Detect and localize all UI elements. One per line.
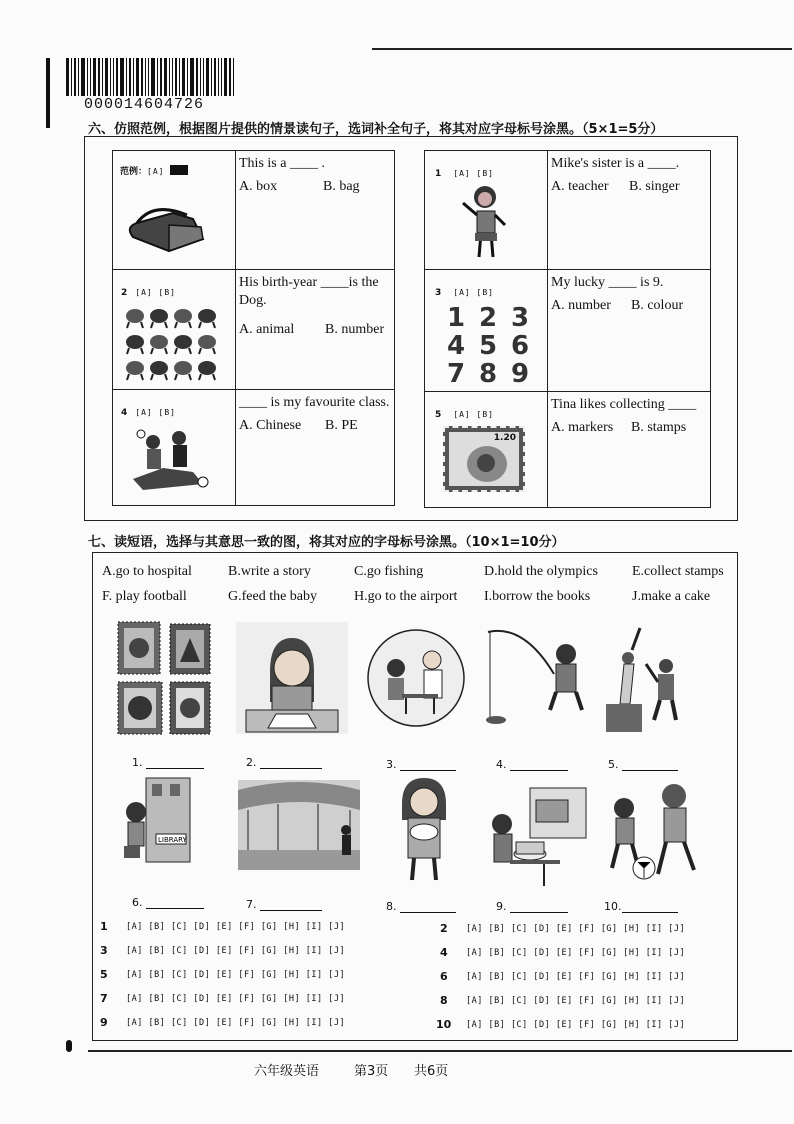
torch-relay-icon xyxy=(600,624,690,736)
q2-picture-cell xyxy=(113,270,236,390)
answer-row-5-choices[interactable]: [A] [B] [C] [D] [E] [F] [G] [H] [I] [J] xyxy=(126,970,346,980)
answer-row-3-choices[interactable]: [A] [B] [C] [D] [E] [F] [G] [H] [I] [J] xyxy=(126,946,346,956)
q3-option-b: B. colour xyxy=(631,298,684,313)
barcode-bar xyxy=(81,58,85,96)
answer-row-9-number: 9 xyxy=(100,1016,108,1029)
barcode-bar xyxy=(110,58,111,96)
example-label: 范例： xyxy=(120,167,148,177)
example-option-b: B. bag xyxy=(323,179,360,194)
q4-picture-cell xyxy=(113,390,236,506)
q2-question-cell xyxy=(236,270,395,390)
barcode-bar xyxy=(90,58,91,96)
picture-1-answer-line[interactable] xyxy=(146,768,204,769)
barcode-bar xyxy=(179,58,180,96)
q4-sentence: ____ is my favourite class. xyxy=(239,395,390,410)
answer-row-9-choices[interactable]: [A] [B] [C] [D] [E] [F] [G] [H] [I] [J] xyxy=(126,1018,346,1028)
football-kids-icon xyxy=(604,778,700,886)
digits-icon xyxy=(439,302,539,386)
barcode-bar xyxy=(129,58,131,96)
footer-page: 第3页 xyxy=(354,1064,389,1079)
zodiac-animal-silhouette xyxy=(174,361,192,375)
barcode-bar xyxy=(196,58,198,96)
q5-question-cell xyxy=(548,392,711,508)
zodiac-animal-silhouette xyxy=(150,309,168,323)
section6-left-table xyxy=(112,150,395,506)
phrase-b: B.write a story xyxy=(228,564,311,579)
zodiac-animal-silhouette xyxy=(198,335,216,349)
svg-text:LIBRARY: LIBRARY xyxy=(158,836,187,844)
q1-question-cell xyxy=(548,151,711,270)
q2-option-b: B. number xyxy=(325,322,385,337)
q4-number: 4 xyxy=(121,408,128,418)
footer-total: 共6页 xyxy=(414,1064,449,1079)
girl-with-baby-icon xyxy=(384,774,464,884)
answer-row-5-number: 5 xyxy=(100,968,108,981)
barcode-bar xyxy=(93,58,96,96)
q3-option-a: A. number xyxy=(551,298,611,313)
q2-option-a: A. animal xyxy=(239,322,295,337)
section7-title: 七、读短语，选择与其意思一致的图，将其对应的字母标号涂黑。（10×1=10分） xyxy=(88,535,565,550)
q3-question-cell xyxy=(548,270,711,392)
q3-sentence: My lucky ____ is 9. xyxy=(551,275,664,290)
example-bubble-a: [A] xyxy=(147,167,165,176)
barcode-bar xyxy=(151,58,155,96)
barcode-bar xyxy=(169,58,170,96)
phrase-h: H.go to the airport xyxy=(354,589,458,604)
q5-option-b: B. stamps xyxy=(631,420,687,435)
barcode-bar xyxy=(229,58,231,96)
barcode-bar xyxy=(78,58,79,96)
q1-option-b: B. singer xyxy=(629,179,680,194)
picture-7-number: 7. xyxy=(246,898,257,911)
barcode-bar xyxy=(74,58,76,96)
digit-glyph: 9 xyxy=(511,359,530,386)
answer-row-2-choices[interactable]: [A] [B] [C] [D] [E] [F] [G] [H] [I] [J] xyxy=(466,924,686,934)
section6-right-table xyxy=(424,150,711,508)
picture-10-number: 10. xyxy=(604,900,622,913)
zodiac-animals-icon xyxy=(123,304,223,384)
zodiac-animal-silhouette xyxy=(126,309,144,323)
barcode-bar xyxy=(98,58,100,96)
zodiac-animal-silhouette xyxy=(126,361,144,375)
digit-glyph: 5 xyxy=(479,331,498,361)
digit-glyph: 4 xyxy=(447,331,466,361)
barcode-bar xyxy=(87,58,88,96)
picture-8-number: 8. xyxy=(386,900,397,913)
digit-glyph: 6 xyxy=(511,331,530,361)
barcode-bar xyxy=(211,58,212,96)
barcode-bar xyxy=(148,58,149,96)
q1-bubbles[interactable]: [A] [B] xyxy=(453,169,494,178)
phrase-d: D.hold the olympics xyxy=(484,564,598,579)
answer-row-6-number: 6 xyxy=(440,970,448,983)
footer-subject: 六年级英语 xyxy=(254,1064,320,1079)
q1-picture-cell xyxy=(425,151,548,270)
q5-option-a: A. markers xyxy=(551,420,614,435)
zodiac-animal-silhouette xyxy=(150,335,168,349)
digit-glyph: 2 xyxy=(479,303,498,333)
answer-row-10-number: 10 xyxy=(436,1018,452,1031)
barcode-bar xyxy=(224,58,227,96)
barcode-bar xyxy=(141,58,143,96)
barcode-bar xyxy=(221,58,222,96)
stamp-value: 1.20 xyxy=(493,433,516,443)
picture-6-number: 6. xyxy=(132,896,143,909)
picture-2-number: 2. xyxy=(246,756,257,769)
phrase-a: A.go to hospital xyxy=(102,564,192,579)
library-girl-icon xyxy=(118,772,204,868)
barcode-bar xyxy=(120,58,124,96)
answer-row-7-choices[interactable]: [A] [B] [C] [D] [E] [F] [G] [H] [I] [J] xyxy=(126,994,346,1004)
q2-bubbles[interactable]: [A] [B] xyxy=(135,288,176,297)
stamps-collection-icon xyxy=(114,618,214,738)
digit-glyph: 1 xyxy=(447,303,466,333)
airport-hall-icon xyxy=(238,780,360,870)
answer-row-8-choices[interactable]: [A] [B] [C] [D] [E] [F] [G] [H] [I] [J] xyxy=(466,996,686,1006)
phrase-e: E.collect stamps xyxy=(632,564,724,579)
registration-mark xyxy=(46,58,50,128)
barcode-number: 000014604726 xyxy=(84,96,205,113)
section6-title: 六、仿照范例，根据图片提供的情景读句子，选词补全句子，将其对应字母标号涂黑。（5×1=5分） xyxy=(88,122,664,137)
barcode-bar xyxy=(218,58,219,96)
sports-icon xyxy=(123,424,213,494)
q1-number: 1 xyxy=(435,169,442,179)
picture-4-answer-line[interactable] xyxy=(510,770,568,771)
q4-question-cell xyxy=(236,390,395,506)
answer-row-6-choices[interactable]: [A] [B] [C] [D] [E] [F] [G] [H] [I] [J] xyxy=(466,972,686,982)
barcode-bar xyxy=(164,58,167,96)
answer-row-1-number: 1 xyxy=(100,920,108,933)
q3-number: 3 xyxy=(435,288,442,298)
picture-5-answer-line[interactable] xyxy=(622,770,678,771)
boy-with-cake-icon xyxy=(484,784,588,888)
q5-bubbles[interactable]: [A] [B] xyxy=(453,410,494,419)
answer-row-10-choices[interactable]: [A] [B] [C] [D] [E] [F] [G] [H] [I] [J] xyxy=(466,1020,686,1030)
picture-4-number: 4. xyxy=(496,758,507,771)
picture-9-number: 9. xyxy=(496,900,507,913)
answer-row-8-number: 8 xyxy=(440,994,448,1007)
barcode-bar xyxy=(157,58,158,96)
zodiac-animal-silhouette xyxy=(198,309,216,323)
barcode-bar xyxy=(203,58,204,96)
phrase-j: J.make a cake xyxy=(632,589,711,604)
zodiac-animal-silhouette xyxy=(126,335,144,349)
q4-option-b: B. PE xyxy=(325,418,358,433)
picture-7-answer-line[interactable] xyxy=(260,910,322,911)
phrase-i: I.borrow the books xyxy=(484,589,591,604)
barcode-bar xyxy=(175,58,177,96)
answer-row-7-number: 7 xyxy=(100,992,108,1005)
barcode-bar xyxy=(105,58,108,96)
q3-bubbles[interactable]: [A] [B] xyxy=(453,288,494,297)
answer-row-3-number: 3 xyxy=(100,944,108,957)
stamp-icon xyxy=(443,426,525,492)
q5-sentence: Tina likes collecting ____ xyxy=(551,397,697,412)
zodiac-animal-silhouette xyxy=(174,309,192,323)
example-question-cell xyxy=(236,151,395,270)
answer-row-4-choices[interactable]: [A] [B] [C] [D] [E] [F] [G] [H] [I] [J] xyxy=(466,948,686,958)
q1-sentence: Mike's sister is a ____. xyxy=(551,156,680,171)
barcode-bar xyxy=(233,58,234,96)
zodiac-animal-silhouette xyxy=(150,361,168,375)
barcode-bar xyxy=(214,58,216,96)
example-picture-cell xyxy=(113,151,236,270)
barcode-bar xyxy=(160,58,162,96)
q2-number: 2 xyxy=(121,288,128,298)
barcode-bar xyxy=(126,58,127,96)
picture-10-answer-line[interactable] xyxy=(622,912,678,913)
picture-5-number: 5. xyxy=(608,758,619,771)
answer-row-2-number: 2 xyxy=(440,922,448,935)
example-filled-bubble xyxy=(170,165,188,175)
answer-row-4-number: 4 xyxy=(440,946,448,959)
barcode-bar xyxy=(190,58,194,96)
fishing-man-icon xyxy=(484,624,594,734)
barcode xyxy=(66,58,266,96)
phrase-c: C.go fishing xyxy=(354,564,424,579)
example-sentence: This is a ____ . xyxy=(239,156,325,171)
digit-glyph: 3 xyxy=(511,303,530,333)
barcode-bar xyxy=(133,58,134,96)
picture-9-answer-line[interactable] xyxy=(510,912,568,913)
zodiac-animal-silhouette xyxy=(174,335,192,349)
picture-6-answer-line[interactable] xyxy=(146,908,204,909)
barcode-bar xyxy=(206,58,209,96)
barcode-bar xyxy=(113,58,114,96)
phrase-g: G.feed the baby xyxy=(228,589,318,604)
singing-girl-icon xyxy=(451,181,521,261)
answer-row-1-choices[interactable]: [A] [B] [C] [D] [E] [F] [G] [H] [I] [J] xyxy=(126,922,346,932)
digit-glyph: 7 xyxy=(447,359,466,386)
footer-rule xyxy=(88,1050,792,1052)
picture-3-number: 3. xyxy=(386,758,397,771)
barcode-bar xyxy=(172,58,173,96)
registration-mark-bottom xyxy=(66,1040,72,1052)
example-option-a: A. box xyxy=(239,179,278,194)
q4-option-a: A. Chinese xyxy=(239,418,302,433)
barcode-bar xyxy=(66,58,69,96)
girl-writing-icon xyxy=(236,622,348,734)
barcode-bar xyxy=(116,58,118,96)
zodiac-animal-silhouette xyxy=(198,361,216,375)
q4-bubbles[interactable]: [A] [B] xyxy=(135,408,176,417)
picture-8-answer-line[interactable] xyxy=(400,912,456,913)
top-rule xyxy=(372,48,792,50)
q5-picture-cell xyxy=(425,392,548,508)
barcode-bar xyxy=(71,58,72,96)
barcode-bar xyxy=(145,58,146,96)
picture-2-answer-line[interactable] xyxy=(260,768,322,769)
q5-number: 5 xyxy=(435,410,442,420)
picture-3-answer-line[interactable] xyxy=(400,770,456,771)
bag-icon xyxy=(123,197,213,257)
barcode-bar xyxy=(182,58,185,96)
hospital-visit-icon xyxy=(366,624,466,732)
barcode-bar xyxy=(200,58,201,96)
digit-glyph: 8 xyxy=(479,359,498,386)
q2-sentence: His birth-year ____is the Dog. xyxy=(239,275,379,308)
barcode-bar xyxy=(136,58,139,96)
barcode-bar xyxy=(187,58,188,96)
q3-picture-cell xyxy=(425,270,548,392)
picture-1-number: 1. xyxy=(132,756,143,769)
q1-option-a: A. teacher xyxy=(551,179,609,194)
phrase-f: F. play football xyxy=(102,589,187,604)
barcode-bar xyxy=(102,58,103,96)
